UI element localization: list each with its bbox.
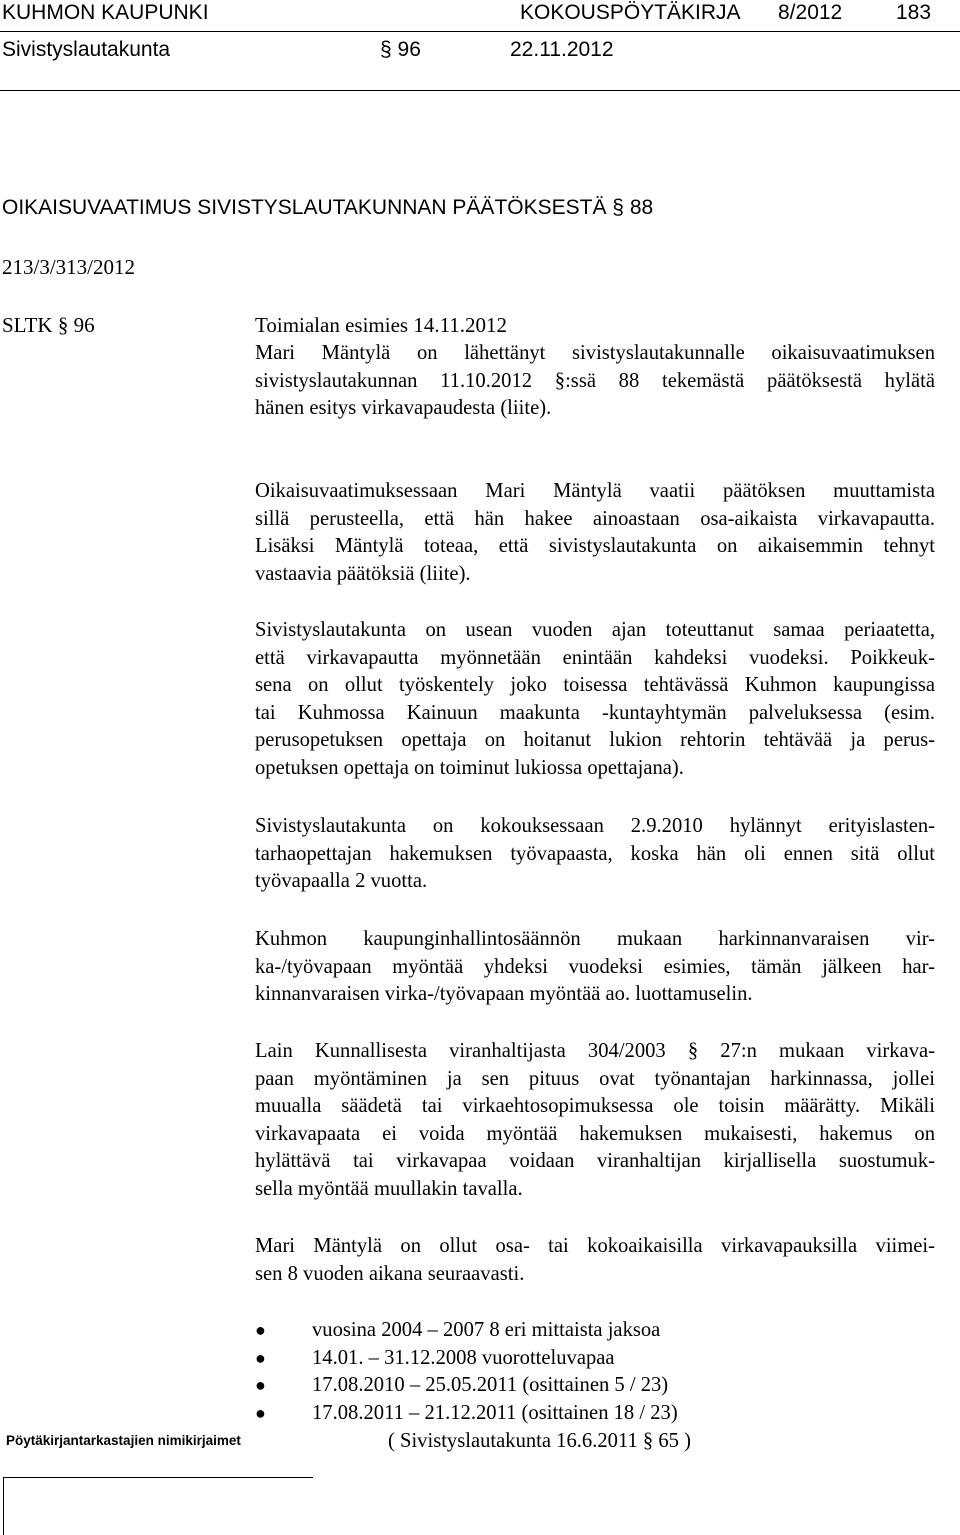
document-title: OIKAISUVAATIMUS SIVISTYSLAUTAKUNNAN PÄÄTÖKSESTÄ § 88 <box>2 196 654 219</box>
paragraph-3 <box>255 617 935 783</box>
text-line: tai Kuhmossa Kainuun maakunta -kuntayhtymän palveluksessa (esim. <box>255 701 935 724</box>
text-line: hänen esitys virkavapaudesta (liite). <box>255 397 552 420</box>
document-type: KOKOUSPÖYTÄKIRJA <box>520 1 741 24</box>
page-number: 183 <box>896 1 932 24</box>
municipality-name: KUHMON KAUPUNKI <box>2 1 209 24</box>
text-line: työvapaalla 2 vuotta. <box>255 870 428 893</box>
paragraph-6 <box>255 1038 935 1204</box>
paragraph-5 <box>255 926 935 1009</box>
initials-box <box>3 1478 18 1535</box>
text-line: Sivistyslautakunta on usean vuoden ajan toteuttanut samaa periaatetta, <box>255 619 935 641</box>
text-line: Mari Mäntylä on ollut osa- tai kokoaikaisilla virkavapauksilla viimei- <box>255 1235 935 1257</box>
list-item-text: vuosina 2004 – 2007 8 eri mittaista jaksoa <box>312 1319 661 1341</box>
text-line: Lisäksi Mäntylä toteaa, että sivistyslautakunta on aikaisemmin tehnyt <box>255 535 935 558</box>
text-line: vastaavia päätöksiä (liite). <box>255 562 471 585</box>
leave-periods-list <box>255 1317 678 1427</box>
bullet-icon: ● <box>255 1375 266 1396</box>
item-reference: SLTK § 96 <box>2 313 95 337</box>
text-line: paan myöntäminen ja sen pituus ovat työnantajan harkinnassa, jollei <box>255 1067 935 1090</box>
text-line: sen 8 vuoden aikana seuraavasti. <box>255 1262 525 1285</box>
text-line: Oikaisuvaatimuksessaan Mari Mäntylä vaatii päätöksen muuttamista <box>255 480 935 502</box>
preparer-line: Toimialan esimies 14.11.2012 <box>255 313 508 337</box>
text-line: sella myöntää muullakin tavalla. <box>255 1177 523 1200</box>
list-item-text: 17.08.2011 – 21.12.2011 (osittainen 18 / 23) <box>312 1401 678 1424</box>
text-line: perusopetuksen opettaja on hoitanut lukion rehtorin tehtävää ja perus- <box>255 729 935 752</box>
text-line: muualla säädetä tai virkaehtosopimuksessa ole toisin määrätty. Mikäli <box>255 1095 935 1118</box>
paragraph-4 <box>255 813 935 896</box>
bullet-reference-note: ( Sivistyslautakunta 16.6.2011 § 65 ) <box>388 1430 691 1452</box>
diary-reference: 213/3/313/2012 <box>2 255 136 279</box>
header-rule-bottom <box>0 90 960 91</box>
text-line: Lain Kunnallisesta viranhaltijasta 304/2003 § 27:n mukaan virkava- <box>255 1040 935 1062</box>
header-rule-top <box>0 31 960 32</box>
paragraph-7 <box>255 1233 935 1288</box>
text-line: opetuksen opettaja on toiminut lukiossa opettajana). <box>255 756 684 779</box>
text-line: Sivistyslautakunta on kokouksessaan 2.9.2010 hylännyt erityislasten- <box>255 815 935 837</box>
footer-rule <box>3 1477 313 1478</box>
text-line: hylättävä tai virkavapaa voidaan viranhaltijan kirjallisella suostumuk- <box>255 1150 935 1173</box>
list-item-text: 14.01. – 31.12.2008 vuorotteluvapaa <box>312 1346 615 1369</box>
list-item <box>255 1372 678 1400</box>
text-line: sillä perusteella, että hän hakee ainoastaan osa-aikaista virkavapautta. <box>255 507 935 530</box>
text-line: Mari Mäntylä on lähettänyt sivistyslautakunnalle oikaisuvaatimuksen <box>255 342 935 364</box>
bullet-icon: ● <box>255 1347 266 1368</box>
text-line: sivistyslautakunnan 11.10.2012 §:ssä 88 tekemästä päätöksestä hylätä <box>255 369 935 392</box>
bullet-icon: ● <box>255 1320 266 1340</box>
paragraph-1 <box>255 340 935 423</box>
text-line: virkavapaata ei voida myöntää hakemuksen mukaisesti, hakemus on <box>255 1122 935 1145</box>
paragraph-2 <box>255 478 935 588</box>
text-line: sena on ollut työskentely joko toisessa tehtävässä Kuhmon kaupungissa <box>255 674 935 697</box>
text-line: tarhaopettajan hakemuksen työvapaasta, koska hän oli ennen sitä ollut <box>255 842 935 865</box>
text-line: ka-/työvapaan myöntää yhdeksi vuodeksi esimies, tämän jälkeen har- <box>255 955 935 978</box>
section-number: § 96 <box>380 38 421 61</box>
bullet-icon: ● <box>255 1402 266 1423</box>
meeting-date: 22.11.2012 <box>510 38 614 61</box>
document-number: 8/2012 <box>778 1 843 24</box>
footer-initials-label: Pöytäkirjantarkastajien nimikirjaimet <box>6 1433 241 1448</box>
text-line: että virkavapautta myönnetään enintään kahdeksi vuodeksi. Poikkeuk- <box>255 646 935 669</box>
text-line: Kuhmon kaupunginhallintosäännön mukaan harkinnanvaraisen vir- <box>255 928 935 950</box>
list-item <box>255 1317 678 1345</box>
board-name: Sivistyslautakunta <box>2 38 171 61</box>
list-item-text: 17.08.2010 – 25.05.2011 (osittainen 5 / 23) <box>312 1374 669 1397</box>
text-line: kinnanvaraisen virka-/työvapaan myöntää ao. luottamuselin. <box>255 983 753 1006</box>
list-item <box>255 1400 678 1428</box>
list-item <box>255 1345 678 1373</box>
